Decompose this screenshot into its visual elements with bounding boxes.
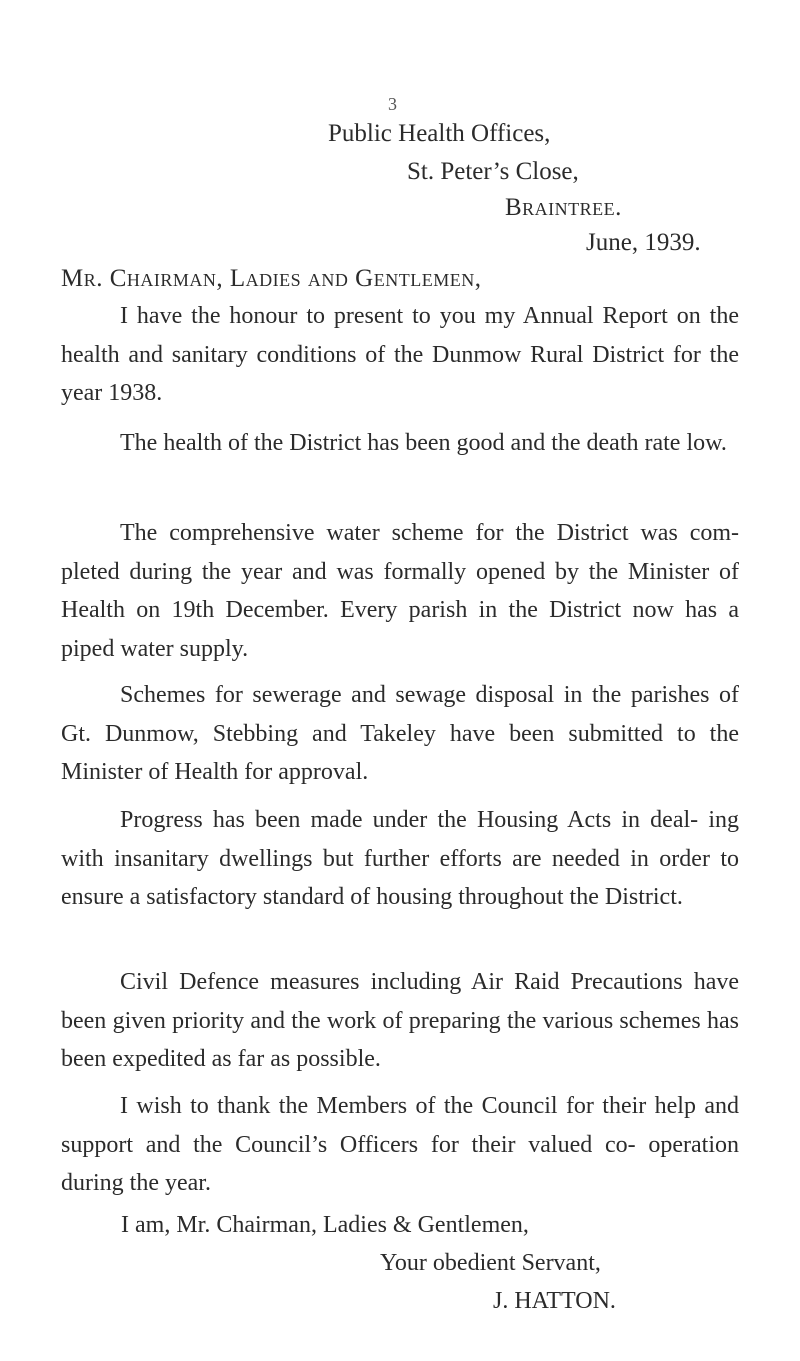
page-number: 3 — [388, 94, 397, 114]
letter-date: June, 1939. — [586, 229, 701, 256]
salutation: Mr. Chairman, Ladies and Gentlemen, — [61, 265, 482, 292]
closing-line: I am, Mr. Chairman, Ladies & Gentlemen, — [121, 1212, 529, 1238]
paragraph-7: I wish to thank the Members of the Council for their help and support and the Council’s Officers for their valued co- operation during the year. — [61, 1093, 739, 1196]
paragraph-3: The comprehensive water scheme for the District was com- pleted during the year and was formally opened by the Minister of Health on 19th December. Every parish in the District now has a piped water supply. — [61, 520, 739, 662]
address-line-2: St. Peter’s Close, — [407, 158, 579, 185]
address-line-3: Braintree. — [505, 194, 622, 221]
paragraph-4: Schemes for sewerage and sewage disposal in the parishes of Gt. Dunmow, Stebbing and Takeley have been submitted to the Minister of Health for approval. — [61, 682, 739, 785]
paragraph-5: Progress has been made under the Housing Acts in deal- ing with insanitary dwellings but further efforts are needed in order to ensure a satisfactory standard of housing throughout the District. — [61, 807, 739, 910]
closing-salutation: Your obedient Servant, — [380, 1250, 601, 1276]
address-line-1: Public Health Offices, — [328, 120, 551, 147]
paragraph-2: The health of the District has been good and the death rate low. — [120, 430, 727, 456]
signature: J. HATTON. — [493, 1288, 616, 1314]
paragraph-6: Civil Defence measures including Air Raid Precautions have been given priority and the work of preparing the various schemes has been expedited as far as possible. — [61, 969, 739, 1072]
paragraph-1: I have the honour to present to you my Annual Report on the health and sanitary conditions of the Dunmow Rural District for the year 1938. — [61, 303, 739, 406]
